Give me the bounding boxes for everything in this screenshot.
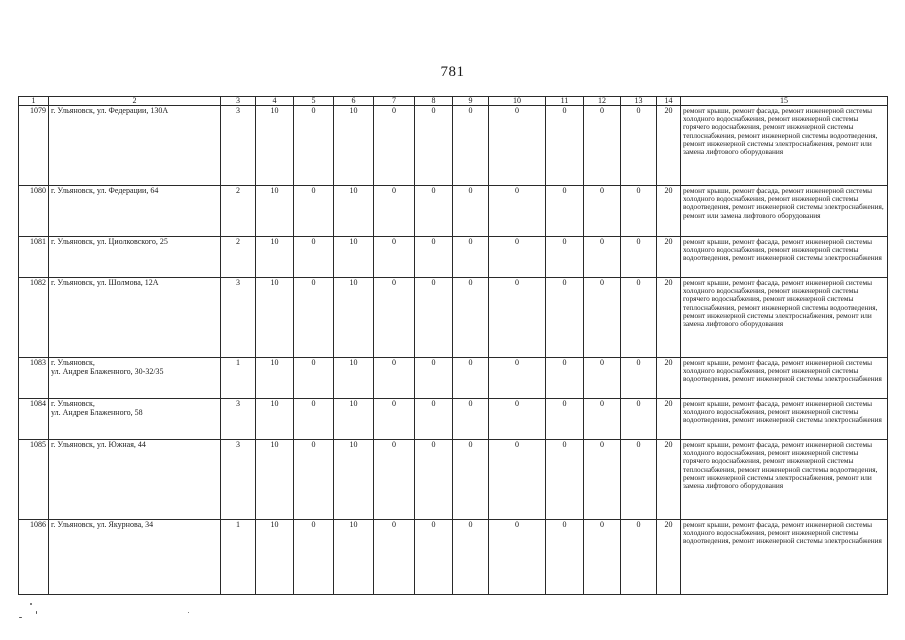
scan-speck bbox=[36, 611, 37, 614]
value-cell-c14: 20 bbox=[657, 278, 681, 358]
column-header-7: 7 bbox=[374, 97, 415, 106]
row-number: 1085 bbox=[19, 440, 49, 520]
works-list-cell: ремонт крыши, ремонт фасада, ремонт инженерной системы холодного водоснабжения, ремонт инженерной системы водоотведения, ремонт инженерной системы электроснабжения bbox=[681, 358, 888, 399]
value-cell-c13: 0 bbox=[621, 237, 657, 278]
value-cell-c9: 0 bbox=[453, 106, 489, 186]
value-cell-c13: 0 bbox=[621, 358, 657, 399]
value-cell-c14: 20 bbox=[657, 106, 681, 186]
value-cell-c9: 0 bbox=[453, 440, 489, 520]
column-header-5: 5 bbox=[294, 97, 334, 106]
table-row bbox=[19, 106, 888, 186]
works-list-cell: ремонт крыши, ремонт фасада, ремонт инженерной системы холодного водоснабжения, ремонт инженерной системы водоотведения, ремонт инженерной системы электроснабжения bbox=[681, 520, 888, 595]
column-header-15: 15 bbox=[681, 97, 888, 106]
value-cell-c5: 0 bbox=[294, 186, 334, 237]
value-cell-c7: 0 bbox=[374, 278, 415, 358]
works-list-cell: ремонт крыши, ремонт фасада, ремонт инженерной системы холодного водоснабжения, ремонт инженерной системы водоотведения, ремонт инженерной системы электроснабжения bbox=[681, 237, 888, 278]
address-cell: г. Ульяновск, ул. Андрея Блаженного, 30-32/35 bbox=[49, 358, 221, 399]
table-row bbox=[19, 278, 888, 358]
value-cell-c13: 0 bbox=[621, 440, 657, 520]
value-cell-c9: 0 bbox=[453, 237, 489, 278]
value-cell-c12: 0 bbox=[584, 237, 621, 278]
value-cell-c11: 0 bbox=[546, 440, 584, 520]
value-cell-c14: 20 bbox=[657, 358, 681, 399]
value-cell-c6: 10 bbox=[334, 399, 374, 440]
repair-program-table bbox=[18, 96, 888, 595]
value-cell-c11: 0 bbox=[546, 237, 584, 278]
row-number: 1086 bbox=[19, 520, 49, 595]
value-cell-c4: 10 bbox=[256, 106, 294, 186]
value-cell-c13: 0 bbox=[621, 399, 657, 440]
value-cell-c11: 0 bbox=[546, 186, 584, 237]
table-row bbox=[19, 520, 888, 595]
row-number: 1080 bbox=[19, 186, 49, 237]
value-cell-c7: 0 bbox=[374, 237, 415, 278]
row-number: 1082 bbox=[19, 278, 49, 358]
value-cell-c6: 10 bbox=[334, 358, 374, 399]
value-cell-c6: 10 bbox=[334, 186, 374, 237]
value-cell-c3: 1 bbox=[221, 358, 256, 399]
value-cell-c4: 10 bbox=[256, 520, 294, 595]
table-row bbox=[19, 358, 888, 399]
column-header-13: 13 bbox=[621, 97, 657, 106]
column-header-11: 11 bbox=[546, 97, 584, 106]
value-cell-c14: 20 bbox=[657, 440, 681, 520]
value-cell-c10: 0 bbox=[489, 237, 546, 278]
table-row bbox=[19, 399, 888, 440]
value-cell-c7: 0 bbox=[374, 186, 415, 237]
header-row bbox=[19, 97, 888, 106]
value-cell-c9: 0 bbox=[453, 358, 489, 399]
scan-speck bbox=[188, 612, 189, 613]
address-cell: г. Ульяновск, ул. Федерации, 64 bbox=[49, 186, 221, 237]
table-row bbox=[19, 186, 888, 237]
value-cell-c10: 0 bbox=[489, 399, 546, 440]
value-cell-c11: 0 bbox=[546, 278, 584, 358]
value-cell-c8: 0 bbox=[415, 399, 453, 440]
column-header-12: 12 bbox=[584, 97, 621, 106]
value-cell-c10: 0 bbox=[489, 106, 546, 186]
column-header-2: 2 bbox=[49, 97, 221, 106]
value-cell-c5: 0 bbox=[294, 237, 334, 278]
table-row bbox=[19, 440, 888, 520]
value-cell-c3: 3 bbox=[221, 278, 256, 358]
address-cell: г. Ульяновск, ул. Федерации, 130А bbox=[49, 106, 221, 186]
value-cell-c12: 0 bbox=[584, 186, 621, 237]
works-list-cell: ремонт крыши, ремонт фасада, ремонт инженерной системы холодного водоснабжения, ремонт инженерной системы горячего водоснабжения, ремонт инженерной системы теплоснабжения, ремонт инженерной системы водоотведения, ремонт инженерной системы электроснабжения, ремонт или замена лифтового оборудования bbox=[681, 278, 888, 358]
value-cell-c4: 10 bbox=[256, 186, 294, 237]
column-header-14: 14 bbox=[657, 97, 681, 106]
column-header-10: 10 bbox=[489, 97, 546, 106]
value-cell-c8: 0 bbox=[415, 186, 453, 237]
value-cell-c6: 10 bbox=[334, 440, 374, 520]
column-header-3: 3 bbox=[221, 97, 256, 106]
address-cell: г. Ульяновск, ул. Шолмова, 12А bbox=[49, 278, 221, 358]
value-cell-c4: 10 bbox=[256, 278, 294, 358]
value-cell-c5: 0 bbox=[294, 440, 334, 520]
value-cell-c11: 0 bbox=[546, 520, 584, 595]
value-cell-c6: 10 bbox=[334, 237, 374, 278]
address-cell: г. Ульяновск, ул. Андрея Блаженного, 58 bbox=[49, 399, 221, 440]
value-cell-c9: 0 bbox=[453, 520, 489, 595]
value-cell-c11: 0 bbox=[546, 358, 584, 399]
value-cell-c6: 10 bbox=[334, 106, 374, 186]
works-list-cell: ремонт крыши, ремонт фасада, ремонт инженерной системы холодного водоснабжения, ремонт инженерной системы водоотведения, ремонт инженерной системы электроснабжения bbox=[681, 399, 888, 440]
address-cell: г. Ульяновск, ул. Циолковского, 25 bbox=[49, 237, 221, 278]
value-cell-c14: 20 bbox=[657, 520, 681, 595]
column-header-1: 1 bbox=[19, 97, 49, 106]
row-number: 1081 bbox=[19, 237, 49, 278]
value-cell-c4: 10 bbox=[256, 358, 294, 399]
value-cell-c5: 0 bbox=[294, 399, 334, 440]
value-cell-c13: 0 bbox=[621, 106, 657, 186]
value-cell-c3: 3 bbox=[221, 106, 256, 186]
value-cell-c10: 0 bbox=[489, 358, 546, 399]
column-header-8: 8 bbox=[415, 97, 453, 106]
value-cell-c5: 0 bbox=[294, 520, 334, 595]
value-cell-c7: 0 bbox=[374, 399, 415, 440]
value-cell-c8: 0 bbox=[415, 440, 453, 520]
value-cell-c12: 0 bbox=[584, 106, 621, 186]
value-cell-c3: 2 bbox=[221, 186, 256, 237]
value-cell-c9: 0 bbox=[453, 186, 489, 237]
column-header-4: 4 bbox=[256, 97, 294, 106]
value-cell-c8: 0 bbox=[415, 278, 453, 358]
value-cell-c3: 3 bbox=[221, 399, 256, 440]
value-cell-c11: 0 bbox=[546, 399, 584, 440]
works-list-cell: ремонт крыши, ремонт фасада, ремонт инженерной системы холодного водоснабжения, ремонт инженерной системы водоотведения, ремонт инженерной системы электроснабжения, ремонт или замена лифтового оборудования bbox=[681, 186, 888, 237]
value-cell-c7: 0 bbox=[374, 440, 415, 520]
value-cell-c3: 1 bbox=[221, 520, 256, 595]
value-cell-c8: 0 bbox=[415, 520, 453, 595]
value-cell-c14: 20 bbox=[657, 399, 681, 440]
column-header-9: 9 bbox=[453, 97, 489, 106]
table-body bbox=[19, 106, 888, 595]
value-cell-c13: 0 bbox=[621, 520, 657, 595]
value-cell-c5: 0 bbox=[294, 106, 334, 186]
value-cell-c4: 10 bbox=[256, 399, 294, 440]
value-cell-c10: 0 bbox=[489, 278, 546, 358]
value-cell-c9: 0 bbox=[453, 278, 489, 358]
value-cell-c12: 0 bbox=[584, 520, 621, 595]
scan-speck bbox=[30, 603, 32, 605]
value-cell-c13: 0 bbox=[621, 278, 657, 358]
value-cell-c3: 2 bbox=[221, 237, 256, 278]
value-cell-c12: 0 bbox=[584, 358, 621, 399]
address-cell: г. Ульяновск, ул. Южная, 44 bbox=[49, 440, 221, 520]
works-list-cell: ремонт крыши, ремонт фасада, ремонт инженерной системы холодного водоснабжения, ремонт инженерной системы горячего водоснабжения, ремонт инженерной системы теплоснабжения, ремонт инженерной системы водоотведения, ремонт инженерной системы электроснабжения, ремонт или замена лифтового оборудования bbox=[681, 440, 888, 520]
value-cell-c8: 0 bbox=[415, 358, 453, 399]
value-cell-c10: 0 bbox=[489, 520, 546, 595]
value-cell-c12: 0 bbox=[584, 399, 621, 440]
value-cell-c12: 0 bbox=[584, 278, 621, 358]
value-cell-c13: 0 bbox=[621, 186, 657, 237]
value-cell-c9: 0 bbox=[453, 399, 489, 440]
table-row bbox=[19, 237, 888, 278]
row-number: 1083 bbox=[19, 358, 49, 399]
column-header-6: 6 bbox=[334, 97, 374, 106]
row-number: 1079 bbox=[19, 106, 49, 186]
value-cell-c10: 0 bbox=[489, 186, 546, 237]
value-cell-c5: 0 bbox=[294, 278, 334, 358]
scan-speck bbox=[19, 617, 22, 618]
value-cell-c10: 0 bbox=[489, 440, 546, 520]
row-number: 1084 bbox=[19, 399, 49, 440]
value-cell-c3: 3 bbox=[221, 440, 256, 520]
works-list-cell: ремонт крыши, ремонт фасада, ремонт инженерной системы холодного водоснабжения, ремонт инженерной системы горячего водоснабжения, ремонт инженерной системы теплоснабжения, ремонт инженерной системы водоотведения, ремонт инженерной системы электроснабжения, ремонт или замена лифтового оборудования bbox=[681, 106, 888, 186]
value-cell-c4: 10 bbox=[256, 237, 294, 278]
value-cell-c4: 10 bbox=[256, 440, 294, 520]
value-cell-c7: 0 bbox=[374, 520, 415, 595]
address-cell: г. Ульяновск, ул. Якурнова, 34 bbox=[49, 520, 221, 595]
value-cell-c14: 20 bbox=[657, 237, 681, 278]
value-cell-c11: 0 bbox=[546, 106, 584, 186]
value-cell-c6: 10 bbox=[334, 278, 374, 358]
value-cell-c12: 0 bbox=[584, 440, 621, 520]
value-cell-c8: 0 bbox=[415, 106, 453, 186]
page-number: 781 bbox=[440, 64, 465, 80]
value-cell-c5: 0 bbox=[294, 358, 334, 399]
value-cell-c7: 0 bbox=[374, 106, 415, 186]
value-cell-c6: 10 bbox=[334, 520, 374, 595]
value-cell-c7: 0 bbox=[374, 358, 415, 399]
value-cell-c8: 0 bbox=[415, 237, 453, 278]
value-cell-c14: 20 bbox=[657, 186, 681, 237]
